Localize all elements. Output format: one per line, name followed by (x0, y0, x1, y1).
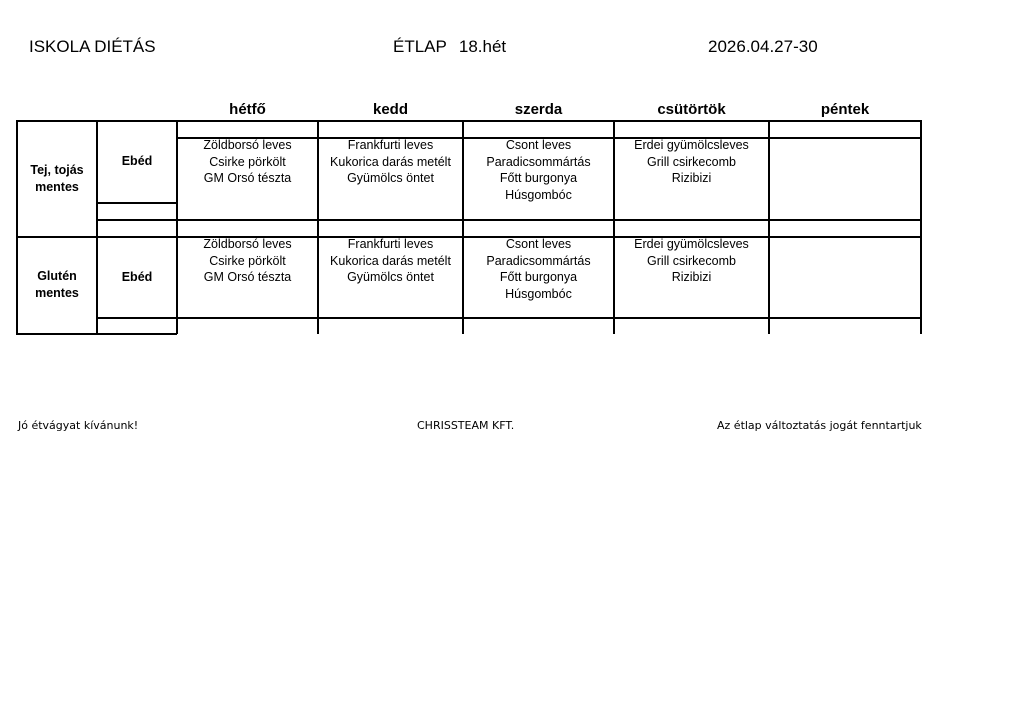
dish: Frankfurti leves (347, 237, 434, 251)
menu-cell-thu-1 (614, 137, 769, 187)
dish: Csont leves (505, 138, 572, 152)
day-header-friday: péntek (820, 101, 870, 118)
dish: Erdei gyümölcsleves (634, 237, 749, 251)
grid-line (920, 120, 922, 334)
diet-label-gluten-free: Glutén mentes (35, 269, 79, 300)
menu-cell-thu-2 (614, 236, 769, 286)
dish: Erdei gyümölcsleves (634, 138, 749, 152)
grid-line (16, 120, 922, 122)
menu-cell-tue-1 (318, 137, 463, 187)
day-header-wednesday: szerda (514, 101, 563, 118)
dish: Kukorica darás metélt (330, 253, 451, 268)
dish: Csirke pörkölt (209, 253, 286, 268)
dish: Rizibizi (671, 270, 712, 284)
dish: Főtt burgonya (499, 270, 578, 284)
grid-line (97, 202, 177, 204)
dish: Húsgombóc (505, 286, 572, 301)
dish: Csont leves (505, 237, 572, 251)
date-range: 2026.04.27-30 (708, 37, 818, 56)
menu-cell-tue-2 (318, 236, 463, 286)
dish: Húsgombóc (505, 187, 572, 202)
dish: GM Orsó tészta (203, 270, 292, 284)
dish: Rizibizi (671, 171, 712, 185)
document-title: ISKOLA DIÉTÁS (29, 37, 156, 56)
grid-line (97, 317, 922, 319)
dish: Csirke pörkölt (209, 154, 286, 169)
dish: Paradicsommártás (486, 154, 591, 169)
footer-company: CHRISSTEAM KFT. (417, 419, 515, 432)
dish: Főtt burgonya (499, 171, 578, 185)
menu-cell-wed-1 (463, 137, 614, 203)
dish: GM Orsó tészta (203, 171, 292, 185)
dish: Zöldborsó leves (203, 138, 292, 152)
menu-cell-wed-2 (463, 236, 614, 302)
dish: Kukorica darás metélt (330, 154, 451, 169)
menu-cell-mon-1 (177, 137, 318, 187)
menu-label: ÉTLAP (393, 37, 447, 56)
meal-label-lunch: Ebéd (121, 154, 153, 168)
grid-line (97, 219, 922, 221)
day-header-tuesday: kedd (372, 101, 408, 118)
diet-label-dairy-egg-free: Tej, tojás mentes (30, 163, 84, 194)
dish: Gyümölcs öntet (347, 270, 434, 284)
dish: Grill csirkecomb (647, 154, 736, 169)
dish: Paradicsommártás (486, 253, 591, 268)
footer-greeting: Jó étvágyat kívánunk! (18, 419, 139, 432)
dish: Grill csirkecomb (647, 253, 736, 268)
day-header-monday: hétfő (229, 101, 266, 118)
day-header-thursday: csütörtök (657, 101, 726, 118)
week-label: 18.hét (458, 37, 507, 56)
dish: Zöldborsó leves (203, 237, 292, 251)
meal-label-lunch: Ebéd (121, 270, 153, 284)
menu-heading (393, 37, 506, 57)
dish: Frankfurti leves (347, 138, 434, 152)
footer-disclaimer: Az étlap változtatás jogát fenntartjuk (717, 419, 922, 432)
menu-cell-mon-2 (177, 236, 318, 286)
dish: Gyümölcs öntet (347, 171, 434, 185)
